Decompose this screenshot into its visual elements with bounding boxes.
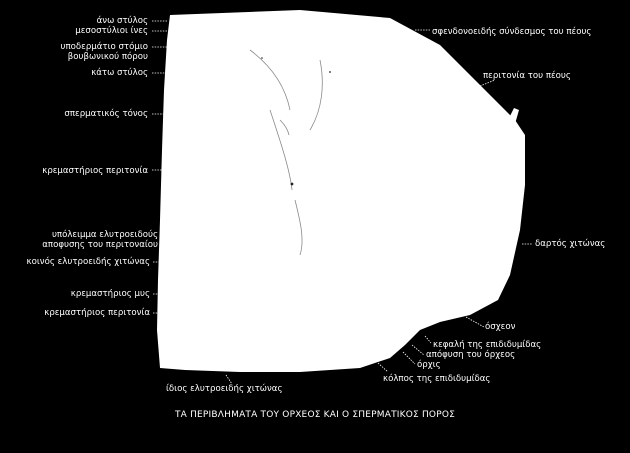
label-oscheon: όσχεον — [485, 322, 516, 332]
label-apofysi-orcheos: απόφυση του όρχεος — [426, 350, 516, 360]
label-vouvonikou-porou: βουβωνικού πόρου — [67, 52, 148, 62]
specimen-photo — [157, 10, 525, 372]
label-kremastirios-peritonia-lower: κρεμαστήριος περιτονία — [44, 308, 150, 318]
label-ypodermatio-stomio: υποδερμάτιο στόμιο — [60, 42, 148, 52]
label-kremastirios-peritonia-upper: κρεμαστήριος περιτονία — [42, 166, 148, 176]
figure-caption: ΤΑ ΠΕΡΙΒΛΗΜΑΤΑ ΤΟΥ ΟΡΧΕΟΣ ΚΑΙ Ο ΣΠΕΡΜΑΤΙΚΟΣ ΠΟΡΟΣ — [174, 410, 456, 420]
label-kato-stylos: κάτω στύλος — [91, 68, 148, 78]
label-kefali-epididymidas: κεφαλή της επιδιδυμίδας — [433, 340, 542, 350]
label-dartos-chitonas: δαρτός χιτώνας — [535, 239, 606, 249]
label-idios-elytroeidis-chitonas: ίδιος ελυτροειδής χιτώνας — [166, 384, 283, 394]
label-kremastirios-mys: κρεμαστήριος μυς — [70, 289, 150, 299]
label-orchis: όρχις — [417, 360, 441, 370]
label-mesostylioi-ines: μεσοστύλιοι ίνες — [75, 26, 148, 36]
label-ano-stylos: άνω στύλος — [96, 16, 148, 26]
label-spermatikos-tonos: σπερματικός τόνος — [64, 109, 148, 119]
label-apofysis-peritonaiou: αποφυσης του περιτοναίου — [42, 240, 158, 250]
label-sfendonoeidis-syndesmos: σφενδονοειδής σύνδεσμος του πέους — [432, 27, 592, 37]
label-ypoleimma-elytroeidous: υπόλειμμα ελυτροειδούς — [51, 230, 158, 240]
label-kolpos-epididymidas: κόλπος της επιδιδυμίδας — [383, 374, 491, 384]
label-peritonia-peous: περιτονία του πέους — [483, 71, 571, 81]
label-koinos-elytroeidis-chitonas: κοινός ελυτροειδής χιτώνας — [26, 257, 150, 267]
